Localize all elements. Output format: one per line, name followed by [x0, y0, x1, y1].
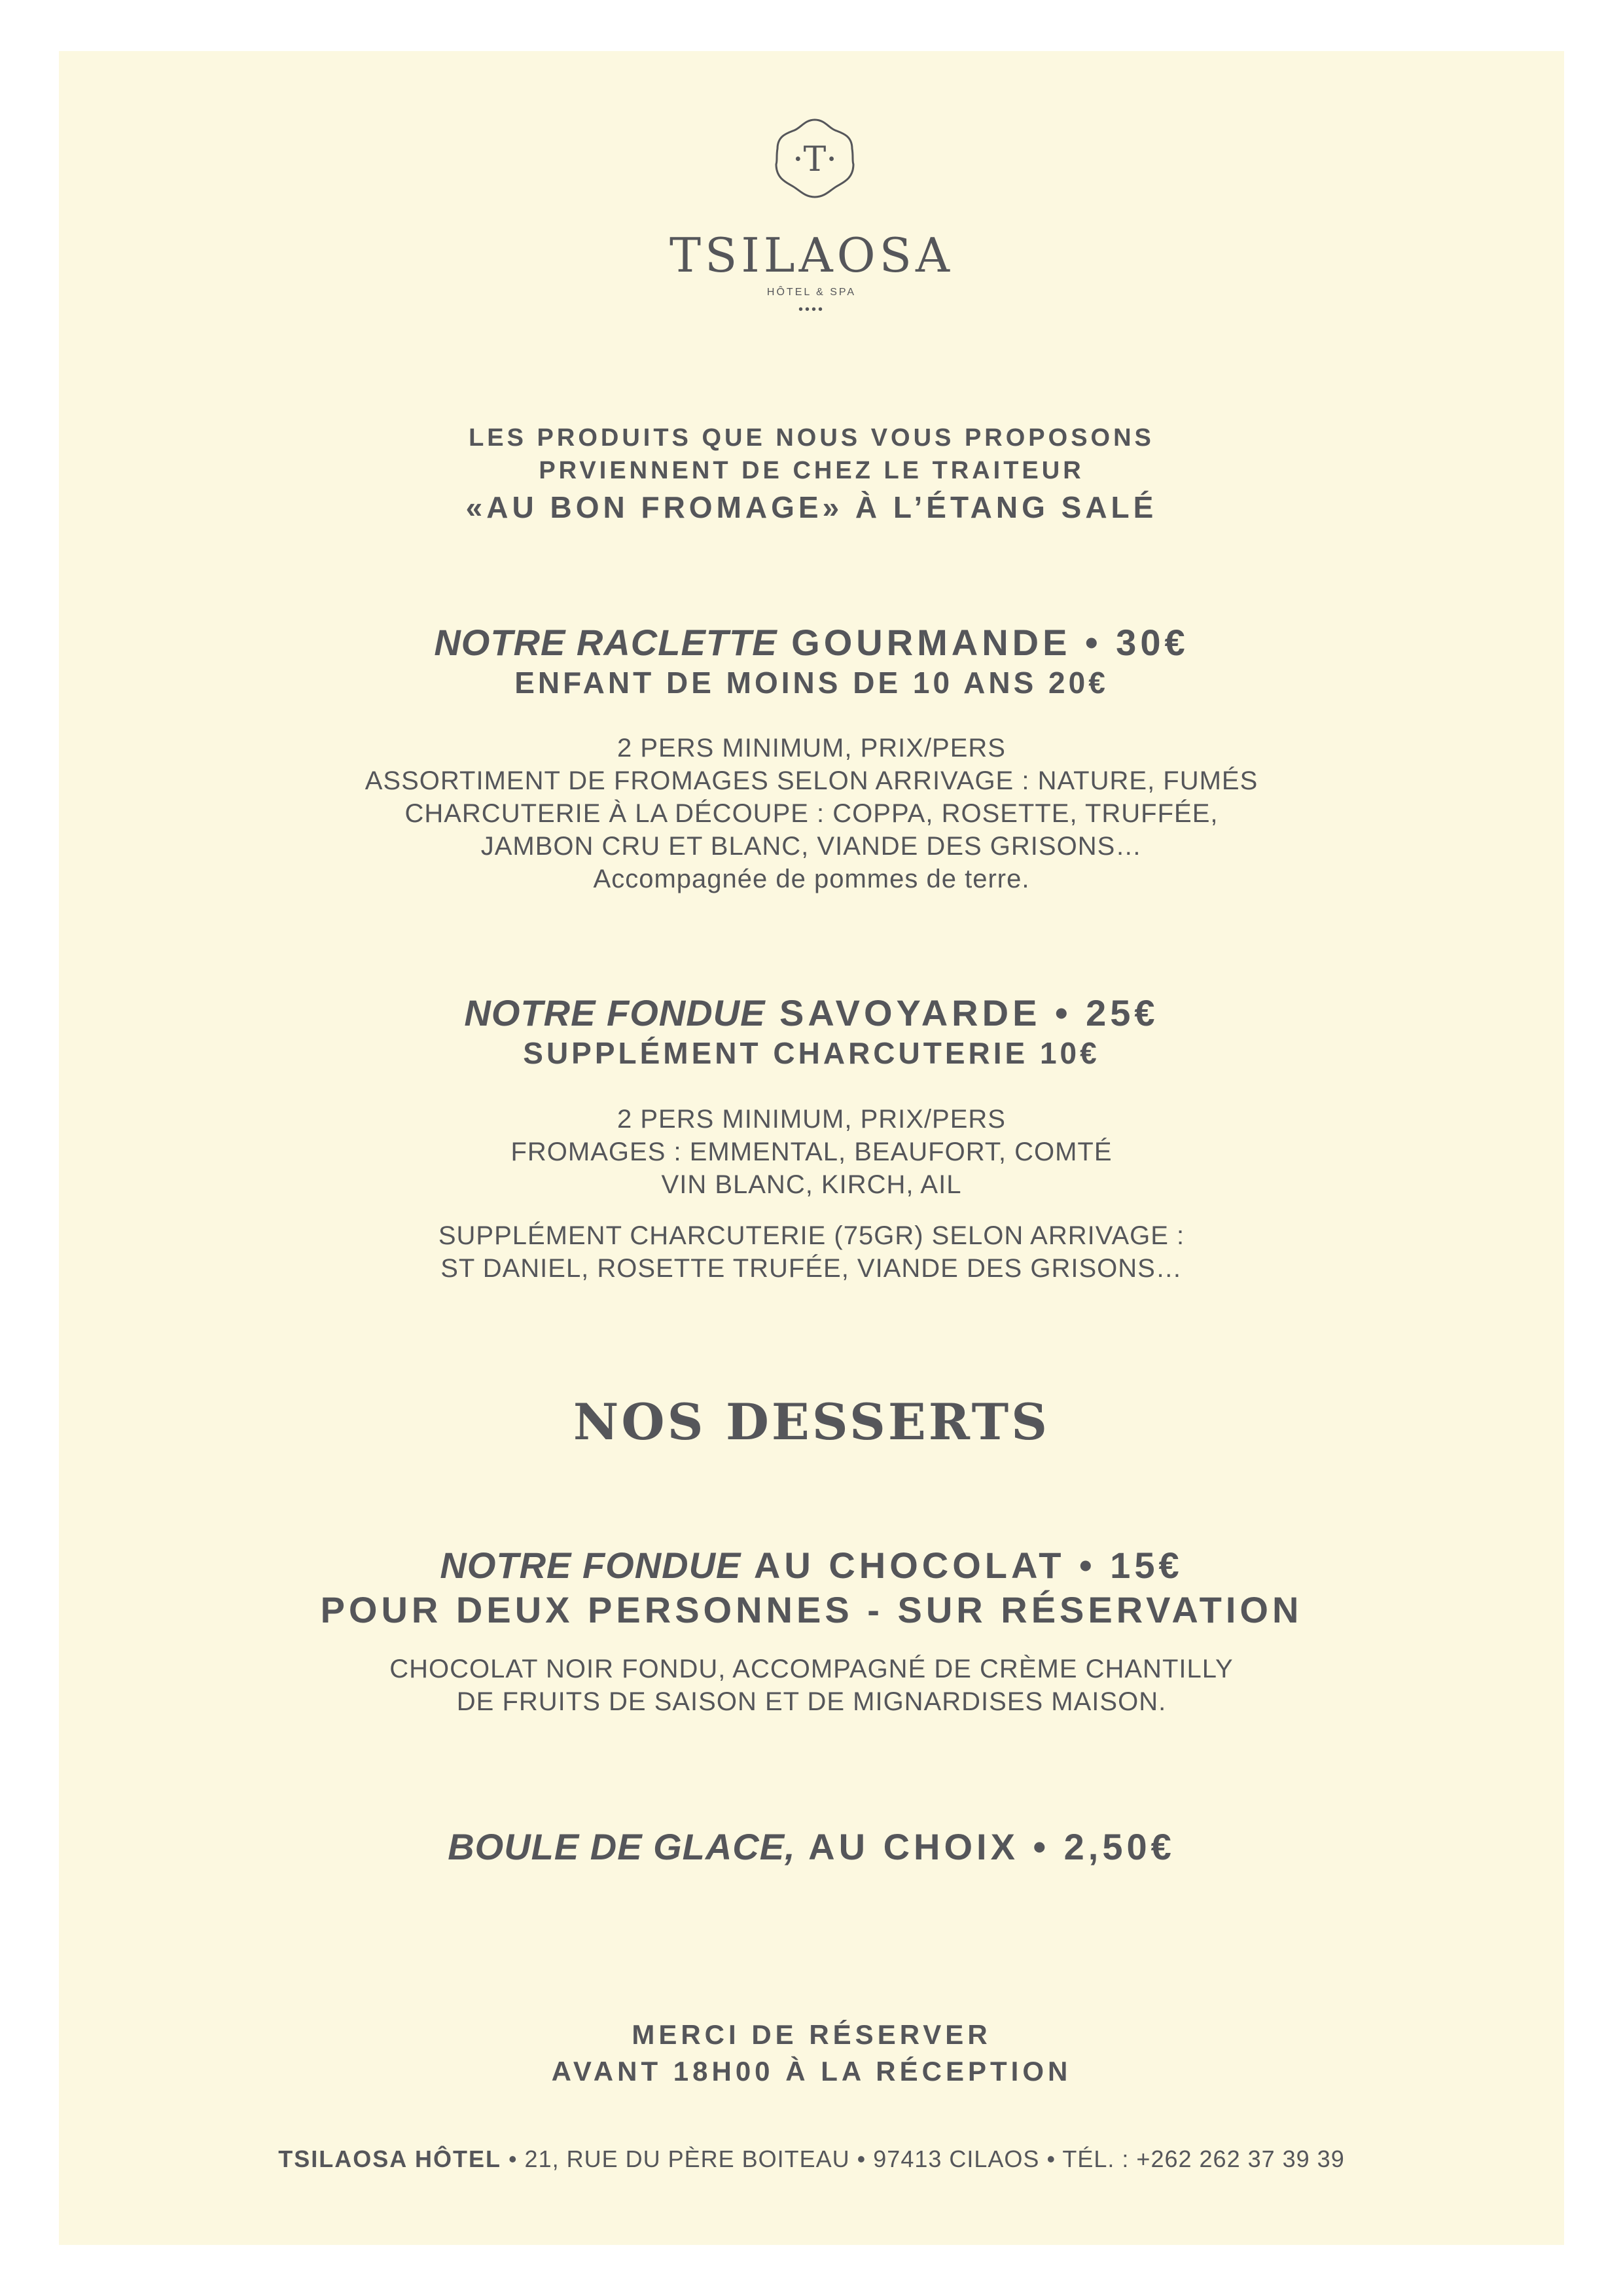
description-line: VIN BLANC, KIRCH, AIL	[661, 1170, 962, 1199]
menu-page	[59, 51, 1564, 2245]
raclette-subtitle: ENFANT DE MOINS DE 10 ANS 20€	[514, 666, 1109, 700]
footer-address: • 21, RUE DU PÈRE BOITEAU • 97413 CILAOS • TÉL. : +262 262 37 39 39	[501, 2145, 1345, 2172]
fondue-extra-description	[59, 1219, 1564, 1285]
intro-text	[59, 422, 1564, 487]
description-line: DE FRUITS DE SAISON ET DE MIGNARDISES MAISON.	[456, 1687, 1167, 1716]
description-line: 2 PERS MINIMUM, PRIX/PERS	[617, 1105, 1006, 1134]
raclette-title-italic: NOTRE RACLETTE	[434, 622, 777, 663]
tsilaosa-logo-icon	[772, 116, 857, 201]
description-line: 2 PERS MINIMUM, PRIX/PERS	[617, 734, 1006, 762]
fondue-title	[59, 991, 1564, 1035]
description-line: ASSORTIMENT DE FROMAGES SELON ARRIVAGE : NATURE, FUMÉS	[365, 766, 1258, 795]
reservation-line-1: MERCI DE RÉSERVER	[632, 2019, 991, 2050]
fondue-title-italic: NOTRE FONDUE	[464, 992, 766, 1033]
footer-hotel-name: TSILAOSA HÔTEL	[278, 2145, 501, 2172]
fondue-title-price: SAVOYARDE • 25€	[765, 992, 1159, 1033]
reservation-note	[59, 2017, 1564, 2090]
chocolat-title-price: AU CHOCOLAT • 15€	[741, 1545, 1183, 1586]
raclette-description	[59, 732, 1564, 895]
description-line: Accompagnée de pommes de terre.	[593, 865, 1030, 893]
chocolat-title	[59, 1543, 1564, 1588]
glace-title-italic: BOULE DE GLACE,	[448, 1826, 796, 1867]
reservation-line-2: AVANT 18H00 À LA RÉCEPTION	[551, 2056, 1072, 2087]
raclette-title-price: GOURMANDE • 30€	[777, 622, 1189, 663]
brand-subtitle: HÔTEL & SPA	[766, 287, 857, 298]
intro-line-2: PRVIENNENT DE CHEZ LE TRAITEUR	[539, 457, 1084, 484]
glace-title-price: AU CHOIX • 2,50€	[795, 1826, 1175, 1867]
chocolat-title-italic: NOTRE FONDUE	[440, 1545, 741, 1586]
desserts-heading: NOS DESSERTS	[573, 1393, 1050, 1451]
description-line: CHOCOLAT NOIR FONDU, ACCOMPAGNÉ DE CRÈME CHANTILLY	[389, 1655, 1234, 1683]
description-line: FROMAGES : EMMENTAL, BEAUFORT, COMTÉ	[510, 1138, 1113, 1166]
description-line: JAMBON CRU ET BLANC, VIANDE DES GRISONS…	[480, 832, 1143, 861]
brand-name: TSILAOSA	[669, 228, 954, 283]
raclette-title	[59, 620, 1564, 665]
description-line: ST DANIEL, ROSETTE TRUFÉE, VIANDE DES GRISONS…	[440, 1254, 1183, 1283]
description-line: SUPPLÉMENT CHARCUTERIE (75GR) SELON ARRIVAGE :	[438, 1221, 1185, 1250]
glace-title	[59, 1825, 1564, 1869]
chocolat-subtitle: POUR DEUX PERSONNES - SUR RÉSERVATION	[320, 1589, 1303, 1630]
logo-letter: ·T·	[793, 140, 837, 179]
brand-stars: ••••	[798, 302, 825, 317]
fondue-description	[59, 1103, 1564, 1201]
fondue-subtitle: SUPPLÉMENT CHARCUTERIE 10€	[523, 1036, 1100, 1070]
description-line: CHARCUTERIE À LA DÉCOUPE : COPPA, ROSETTE, TRUFFÉE,	[404, 799, 1219, 828]
footer-contact	[59, 2145, 1564, 2173]
intro-line-3: «AU BON FROMAGE» À L’ÉTANG SALÉ	[465, 490, 1158, 524]
intro-line-1: LES PRODUITS QUE NOUS VOUS PROPOSONS	[469, 424, 1154, 452]
chocolat-description	[59, 1653, 1564, 1718]
